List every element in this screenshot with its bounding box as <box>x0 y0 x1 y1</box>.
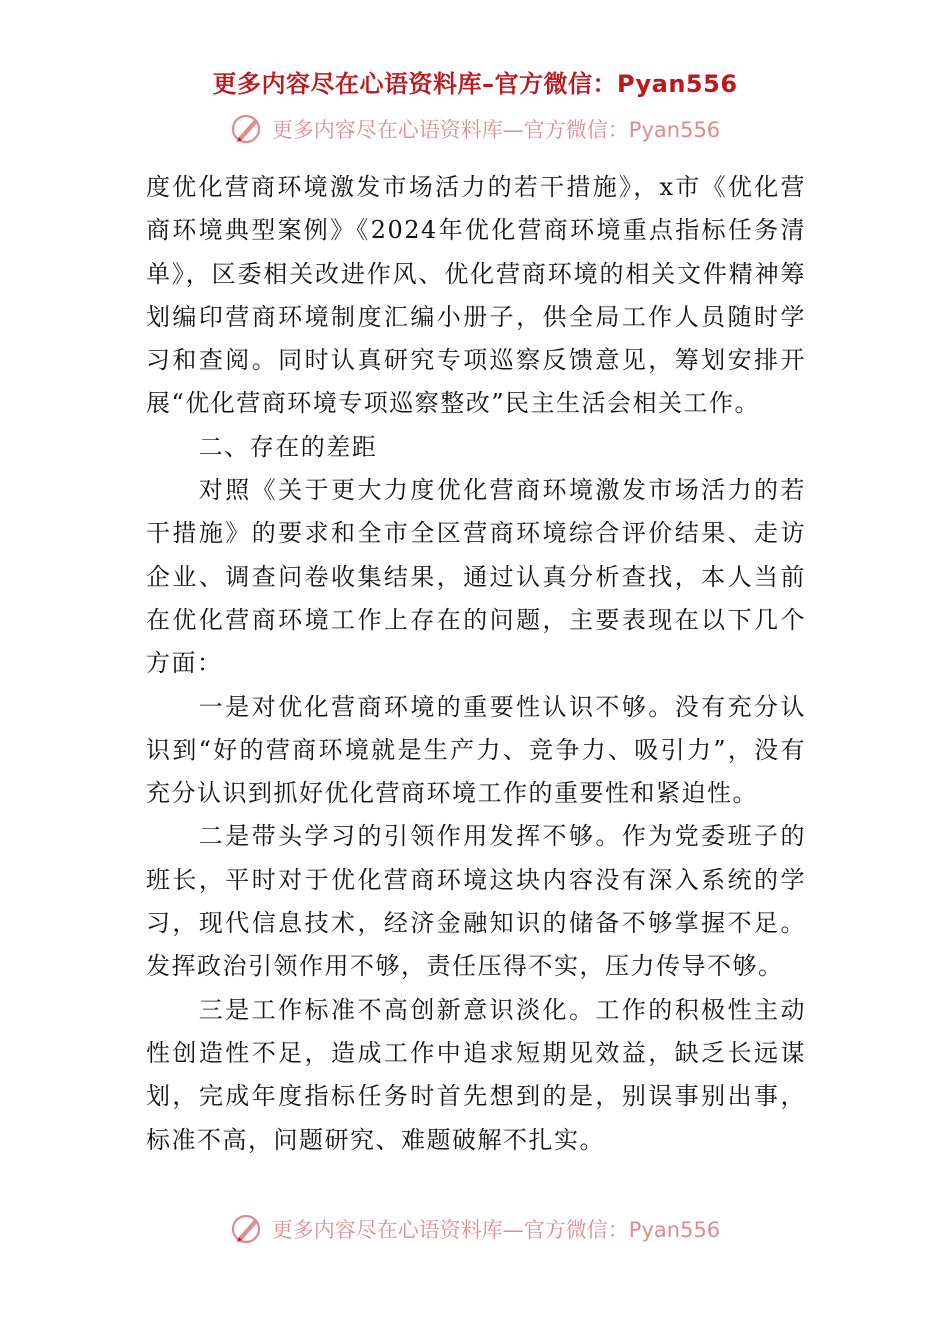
paragraph-point-2: 二是带头学习的引领作用发挥不够。作为党委班子的班长，平时对于优化营商环境这块内容没有深入系统的学习，现代信息技术，经济金融知识的储备不够掌握不足。发挥政治引领作用不够，责任压得不实，压力传导不够。 <box>146 822 806 981</box>
watermark-bottom <box>0 1212 950 1246</box>
watermark-text: 更多内容尽在心语资料库—官方微信：Pyan556 <box>271 1218 721 1242</box>
top-banner: 更多内容尽在心语资料库–官方微信：Pyan556 <box>212 70 738 98</box>
paragraph-intro: 对照《关于更大力度优化营商环境激发市场活力的若干措施》的要求和全市全区营商环境综合评价结果、走访企业、调查问卷收集结果，通过认真分析查找，本人当前在优化营商环境工作上存在的问题，主要表现在以下几个方面： <box>146 476 806 678</box>
paragraph-point-1: 一是对优化营商环境的重要性认识不够。没有充分认识到“好的营商环境就是生产力、竞争力、吸引力”，没有充分认识到抓好优化营商环境工作的重要性和紧迫性。 <box>146 692 806 808</box>
pen-logo-icon <box>230 112 264 146</box>
watermark-text: 更多内容尽在心语资料库—官方微信：Pyan556 <box>271 118 721 142</box>
paragraph-point-3: 三是工作标准不高创新意识淡化。工作的积极性主动性创造性不足，造成工作中追求短期见效益，缺乏长远谋划，完成年度指标任务时首先想到的是，别误事别出事，标准不高，问题研究、难题破解不扎实。 <box>146 995 806 1154</box>
pen-logo-icon <box>230 1212 264 1246</box>
watermark-top <box>0 112 950 146</box>
paragraph-continuation: 度优化营商环境激发市场活力的若干措施》，x市《优化营商环境典型案例》《2024年优化营商环境重点指标任务清单》，区委相关改进作风、优化营商环境的相关文件精神筹划编印营商环境制度汇编小册子，供全局工作人员随时学习和查阅。同时认真研究专项巡察反馈意见，筹划安排开展“优化营商环境专项巡察整改”民主生活会相关工作。 <box>146 173 806 418</box>
section-heading: 二、存在的差距 <box>198 432 378 461</box>
document-body <box>146 166 806 1162</box>
